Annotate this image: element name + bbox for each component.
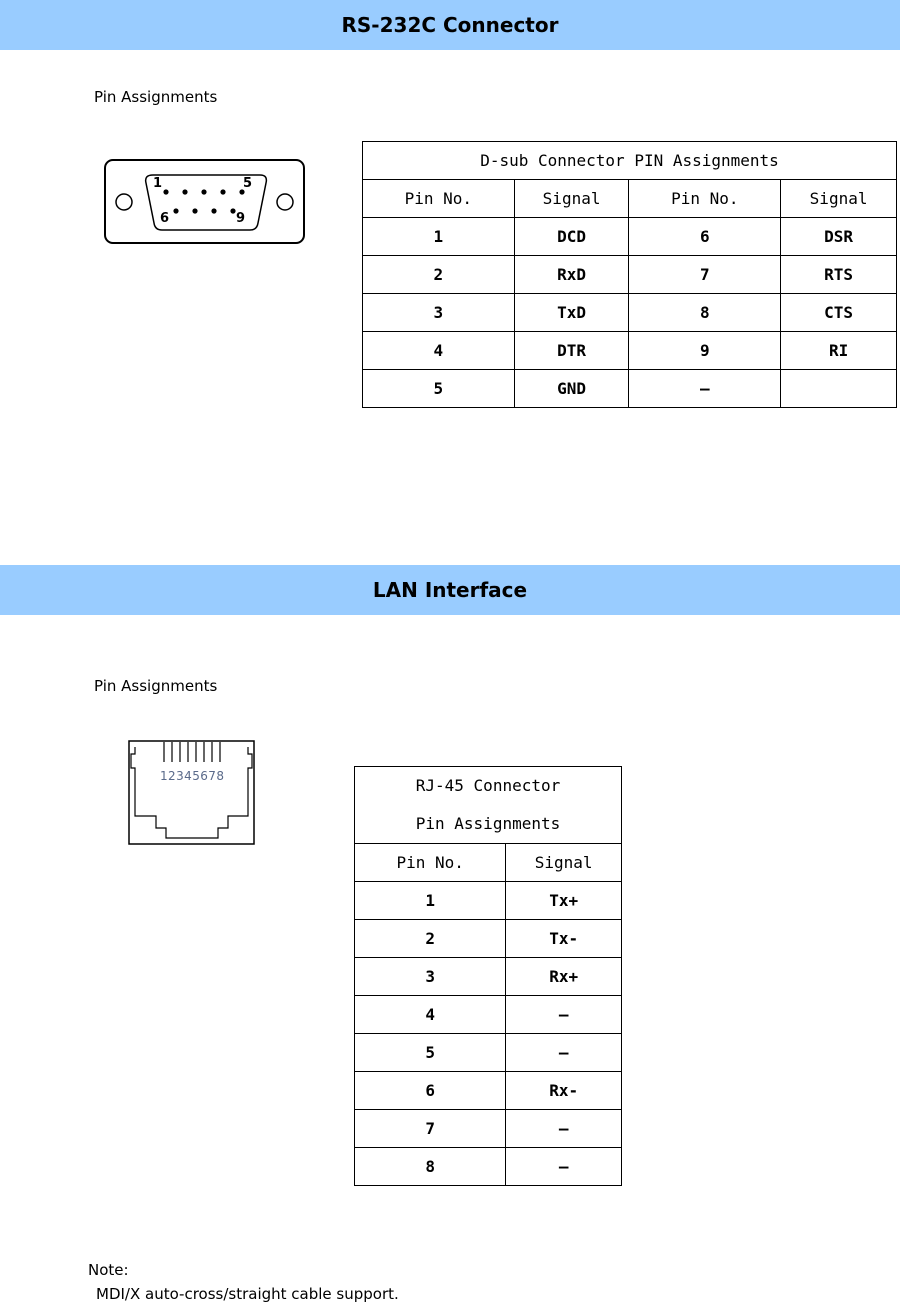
rs232-banner: RS-232C Connector [0, 0, 900, 50]
table-cell: 9 [629, 332, 781, 370]
table-cell [781, 370, 897, 408]
table-cell: RTS [781, 256, 897, 294]
table-row [355, 958, 622, 996]
header-pin-no: Pin No. [629, 180, 781, 218]
table-header-row [363, 180, 897, 218]
table-cell: 5 [355, 1034, 506, 1072]
table-row [363, 332, 897, 370]
table-cell: RxD [514, 256, 629, 294]
rj45-connector-diagram [126, 738, 258, 848]
table-cell: 1 [363, 218, 515, 256]
table-cell: — [506, 1034, 622, 1072]
table-cell: DCD [514, 218, 629, 256]
dsub-pin-5-label: 5 [243, 176, 253, 191]
table-cell: RI [781, 332, 897, 370]
table-cell: 2 [355, 920, 506, 958]
table-cell: 7 [355, 1110, 506, 1148]
table-cell: Rx+ [506, 958, 622, 996]
table-cell: 6 [355, 1072, 506, 1110]
table-row [355, 1148, 622, 1186]
rj45-table-caption [355, 767, 622, 844]
table-row [355, 882, 622, 920]
table-cell: 6 [629, 218, 781, 256]
table-row [355, 996, 622, 1034]
table-cell: 3 [355, 958, 506, 996]
rs232-pin-assignments-label: Pin Assignments [94, 88, 218, 106]
header-signal: Signal [506, 844, 622, 882]
dsub-connector-diagram [100, 155, 310, 250]
table-row [363, 256, 897, 294]
dsub-pin-9-label: 9 [236, 211, 246, 226]
table-row [363, 370, 897, 408]
rj45-caption-line2: Pin Assignments [415, 814, 561, 833]
table-cell: 8 [629, 294, 781, 332]
table-row [355, 1110, 622, 1148]
rj45-pin-table [354, 766, 622, 1186]
table-cell: 3 [363, 294, 515, 332]
header-pin-no: Pin No. [355, 844, 506, 882]
dsub-pin-1-label: 1 [153, 176, 163, 191]
header-signal: Signal [514, 180, 629, 218]
table-header-row [355, 844, 622, 882]
header-pin-no: Pin No. [363, 180, 515, 218]
table-cell: 4 [355, 996, 506, 1034]
table-cell: CTS [781, 294, 897, 332]
table-cell: — [506, 1110, 622, 1148]
note-title: Note: [88, 1261, 129, 1279]
table-cell: 7 [629, 256, 781, 294]
lan-banner: LAN Interface [0, 565, 900, 615]
table-row [355, 1072, 622, 1110]
table-cell: GND [514, 370, 629, 408]
table-row [363, 218, 897, 256]
rj45-pin-numbers: 12345678 [160, 769, 224, 783]
table-cell: — [629, 370, 781, 408]
table-cell: DSR [781, 218, 897, 256]
table-cell: TxD [514, 294, 629, 332]
table-row [355, 1034, 622, 1072]
lan-pin-assignments-label: Pin Assignments [94, 677, 218, 695]
dsub-table-caption: D-sub Connector PIN Assignments [363, 142, 897, 180]
table-cell: 1 [355, 882, 506, 920]
dsub-pin-6-label: 6 [160, 211, 170, 226]
table-cell: — [506, 996, 622, 1034]
header-signal: Signal [781, 180, 897, 218]
note-text: MDI/X auto-cross/straight cable support. [96, 1285, 399, 1303]
table-row [355, 920, 622, 958]
rj45-caption-line1: RJ-45 Connector [415, 776, 561, 795]
table-cell: 2 [363, 256, 515, 294]
table-cell: Rx- [506, 1072, 622, 1110]
table-cell: Tx+ [506, 882, 622, 920]
table-cell: — [506, 1148, 622, 1186]
dsub-pin-table [362, 141, 897, 408]
table-cell: 8 [355, 1148, 506, 1186]
table-cell: 4 [363, 332, 515, 370]
table-cell: DTR [514, 332, 629, 370]
table-cell: Tx- [506, 920, 622, 958]
table-cell: 5 [363, 370, 515, 408]
table-row [363, 294, 897, 332]
